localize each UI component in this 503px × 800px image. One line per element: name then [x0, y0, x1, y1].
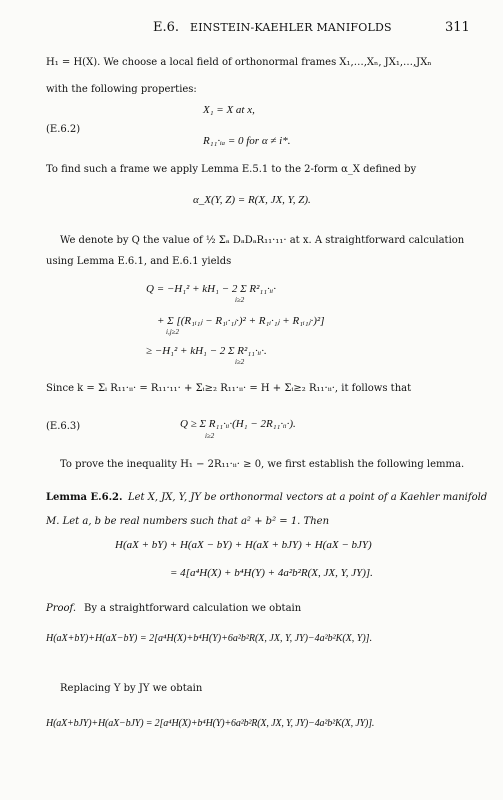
- equation: H(aX+bJY)+H(aX−bJY) = 2[a⁴H(X)+b⁴H(Y)+6a²b²R(X, JX, Y, JY)−4a²b²K(X, JY)].: [46, 718, 375, 729]
- equation-label: (E.6.3): [46, 421, 81, 432]
- text-line: To find such a frame we apply Lemma E.5.1 to the 2-form α_X defined by: [46, 164, 417, 175]
- summation-index: i≥2: [235, 296, 245, 304]
- summation-index: i,j≥2: [166, 328, 179, 336]
- equation: X₁ = X at x,: [203, 104, 255, 116]
- text-line: Replacing Y by JY we obtain: [60, 683, 203, 694]
- text-line: Since k = Σᵢ R₁₁·ᵢᵢ· = R₁₁·₁₁· + Σᵢ≥₂ R₁₁·ᵢᵢ· = H + Σᵢ≥₂ R₁₁·ᵢᵢ·, it follows that: [46, 383, 412, 394]
- equation: Q ≥ Σ R₁₁·ᵢᵢ·(H₁ − 2R₁₁·ᵢᵢ·).: [180, 418, 296, 430]
- equation: H(aX+bY)+H(aX−bY) = 2[a⁴H(X)+b⁴H(Y)+6a²b²R(X, JX, Y, JY)−4a²b²K(X, Y)].: [46, 633, 373, 644]
- equation: ≥ −H₁² + kH₁ − 2 Σ R²₁₁·ᵢᵢ·.: [146, 345, 267, 357]
- text-line: We denote by Q the value of ½ Σₐ DₐDₐR₁₁·₁₁· at x. A straightforward calculation: [60, 235, 465, 246]
- text-line: To prove the inequality H₁ − 2R₁₁·ᵢᵢ· ≥ 0, we first establish the following lemma.: [60, 459, 465, 470]
- text-line: By a straightforward calculation we obtain: [84, 603, 302, 614]
- equation-label: (E.6.2): [46, 124, 81, 135]
- equation: + Σ [(R₁ᵢ₁ⱼ − R₁ᵢ·₁ⱼ·)² + R₁ᵢ·₁ⱼ + R₁ᵢ₁ⱼ·)²]: [157, 315, 325, 327]
- equation: Q = −H₁² + kH₁ − 2 Σ R²₁₁·ᵢᵢ·: [146, 283, 277, 295]
- text-line: with the following properties:: [46, 84, 197, 95]
- proof-label: Proof.: [46, 603, 77, 614]
- text-line: using Lemma E.6.1, and E.6.1 yields: [46, 256, 232, 267]
- equation: R₁₁·ᵢₐ = 0 for α ≠ i*.: [203, 135, 291, 147]
- summation-index: i≥2: [205, 432, 215, 440]
- equation: α_X(Y, Z) = R(X, JX, Y, Z).: [193, 194, 311, 206]
- equation: = 4[a⁴H(X) + b⁴H(Y) + 4a²b²R(X, JX, Y, JY)].: [170, 567, 373, 579]
- equation: H(aX + bY) + H(aX − bY) + H(aX + bJY) + H(aX − bJY): [115, 539, 372, 551]
- page-number: 311: [445, 20, 470, 35]
- section-number: E.6.: [153, 20, 180, 35]
- running-title: EINSTEIN-KAEHLER MANIFOLDS: [190, 21, 392, 34]
- lemma-title: Lemma E.6.2.: [46, 492, 123, 503]
- text-line: H₁ = H(X). We choose a local field of orthonormal frames X₁,…,Xₙ, JX₁,…,JXₙ: [46, 57, 432, 68]
- lemma-statement: M. Let a, b be real numbers such that a² + b² = 1. Then: [46, 516, 330, 527]
- summation-index: i≥2: [235, 358, 245, 366]
- lemma-statement: Let X, JX, Y, JY be orthonormal vectors at a point of a Kaehler manifold: [128, 492, 488, 503]
